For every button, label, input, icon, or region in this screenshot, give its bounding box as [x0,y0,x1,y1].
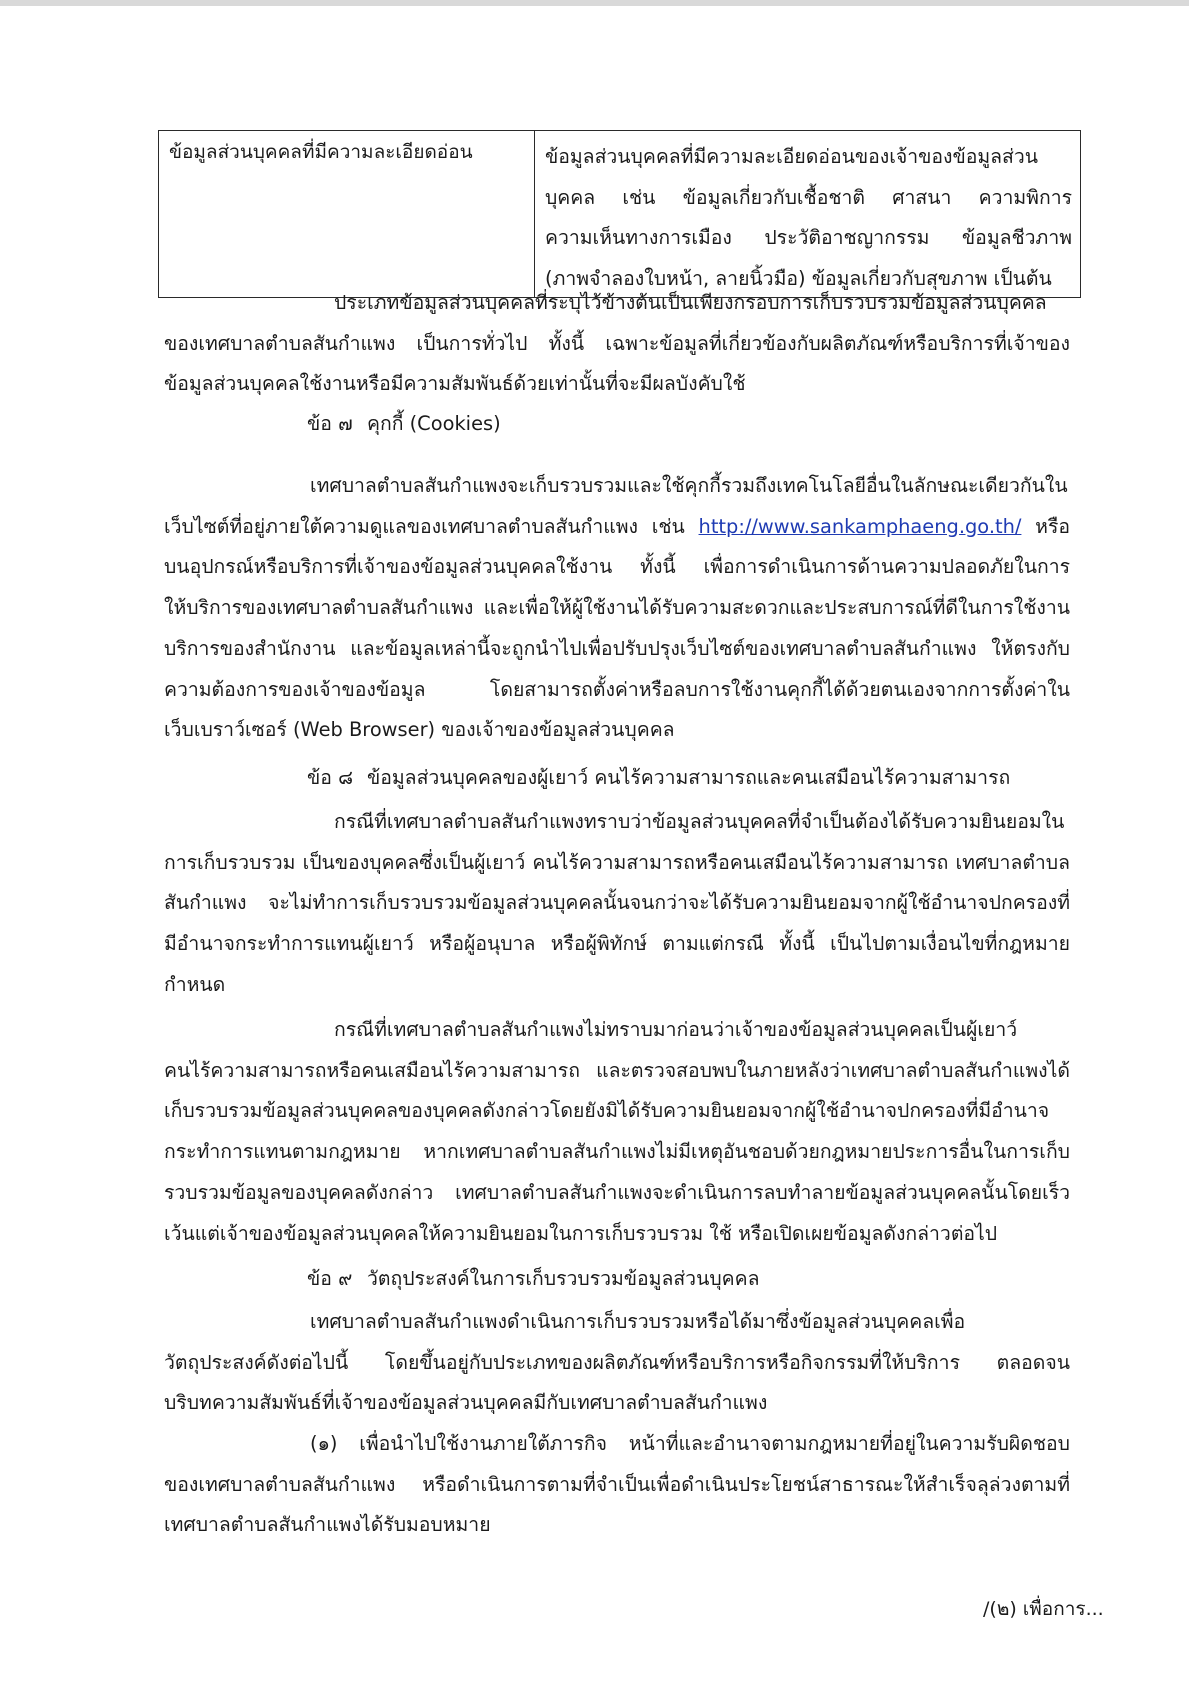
text-line: ความต้องการของเจ้าของข้อมูล โดยสามารถตั้งค่าหรือลบการใช้งานคุกกี้ได้ด้วยตนเองจากการตั้งค่าใน [164,677,1070,701]
text-line: เว็บเบราว์เซอร์ (Web Browser) ของเจ้าของข้อมูลส่วนบุคคล [164,718,675,742]
table-term: ข้อมูลส่วนบุคคลที่มีความละเอียดอ่อน [169,141,473,163]
text-line: เว้นแต่เจ้าของข้อมูลส่วนบุคคลให้ความยินยอมในการเก็บรวบรวม ใช้ หรือเปิดเผยข้อมูลดังกล่าวต่อไป [164,1221,998,1245]
text-line-with-link [164,507,1070,548]
text-line: บนอุปกรณ์หรือบริการที่เจ้าของข้อมูลส่วนบุคคลใช้งาน ทั้งนี้ เพื่อการดำเนินการด้านความปลอดภัยในการ [164,555,1070,579]
section-number: ข้อ ๙ [307,1267,353,1290]
section-title: คุกกี้ (Cookies) [367,412,501,435]
section-number: ข้อ ๗ [307,412,353,435]
text-line: เทศบาลตำบลสันกำแพงจะเก็บรวบรวมและใช้คุกกี้รวมถึงเทคโนโลยีอื่นในลักษณะเดียวกันใน [310,474,1068,497]
text-line: กรณีที่เทศบาลตำบลสันกำแพงทราบว่าข้อมูลส่วนบุคคลที่จำเป็นต้องได้รับความยินยอมใน [334,810,1065,833]
section-heading-7 [307,404,501,444]
text-line: ให้บริการของเทศบาลตำบลสันกำแพง และเพื่อให้ผู้ใช้งานได้รับความสะดวกและประสบการณ์ที่ดีในการใช้งาน [164,596,1070,620]
text-line: (๑) เพื่อนำไปใช้งานภายใต้ภารกิจ หน้าที่และอำนาจตามกฎหมายที่อยู่ในความรับผิดชอบ [310,1432,1070,1455]
text-line: เทศบาลตำบลสันกำแพงดำเนินการเก็บรวบรวมหรือได้มาซึ่งข้อมูลส่วนบุคคลเพื่อ [310,1310,966,1333]
text-line: วัตถุประสงค์ดังต่อไปนี้ โดยขึ้นอยู่กับประเภทของผลิตภัณฑ์หรือบริการหรือกิจกรรมที่ให้บริการ ตลอดจน [164,1350,1070,1374]
text-line: ของเทศบาลตำบลสันกำแพง หรือดำเนินการตามที่จำเป็นเพื่อดำเนินประโยชน์สาธารณะให้สำเร็จลุล่วงตามที่ [164,1472,1070,1496]
text-fragment: หรือ [1035,514,1070,538]
section-title: ข้อมูลส่วนบุคคลของผู้เยาว์ คนไร้ความสามารถและคนเสมือนไร้ความสามารถ [367,766,1011,789]
text-line: รวบรวมข้อมูลของบุคคลดังกล่าว เทศบาลตำบลสันกำแพงจะดำเนินการลบทำลายข้อมูลส่วนบุคคลนั้นโดยเร็ว [164,1180,1070,1204]
text-line: มีอำนาจกระทำการแทนผู้เยาว์ หรือผู้อนุบาล หรือผู้พิทักษ์ ตามแต่กรณี ทั้งนี้ เป็นไปตามเงื่อนไขที่กฎหมาย [164,932,1070,956]
text-line: คนไร้ความสามารถหรือคนเสมือนไร้ความสามารถ และตรวจสอบพบในภายหลังว่าเทศบาลตำบลสันกำแพงได้ [164,1058,1070,1082]
text-line: กรณีที่เทศบาลตำบลสันกำแพงไม่ทราบมาก่อนว่าเจ้าของข้อมูลส่วนบุคคลเป็นผู้เยาว์ [334,1018,1018,1041]
paragraph-data-types-summary [164,283,1070,405]
text-fragment: เว็บไซต์ที่อยู่ภายใต้ความดูแลของเทศบาลตำบลสันกำแพง เช่น [164,514,685,538]
page-continuation-note: /(๒) เพื่อการ... [983,1598,1104,1620]
paragraph-cookies [164,466,1070,751]
table-desc-cell [535,131,1080,297]
paragraph-minors-unknown [164,1010,1070,1254]
text-line: ของเทศบาลตำบลสันกำแพง เป็นการทั่วไป ทั้งนี้ เฉพาะข้อมูลที่เกี่ยวข้องกับผลิตภัณฑ์หรือบริการที่เจ้าของ [164,331,1070,355]
table-term-cell [159,131,535,297]
table-desc-line: ความเห็นทางการเมือง ประวัติอาชญากรรม ข้อมูลชีวภาพ [545,226,1072,249]
text-line: เก็บรวบรวมข้อมูลส่วนบุคคลของบุคคลดังกล่าวโดยยังมิได้รับความยินยอมจากผู้ใช้อำนาจปกครองที่มีอำนาจ [164,1099,1050,1123]
section-title: วัตถุประสงค์ในการเก็บรวบรวมข้อมูลส่วนบุคคล [367,1267,760,1290]
text-line: การเก็บรวบรวม เป็นของบุคคลซึ่งเป็นผู้เยาว์ คนไร้ความสามารถหรือคนเสมือนไร้ความสามารถ เทศบาลตำบล [164,850,1070,874]
paragraph-purposes-intro [164,1302,1070,1424]
section-number: ข้อ ๘ [307,766,354,789]
text-line: สันกำแพง จะไม่ทำการเก็บรวบรวมข้อมูลส่วนบุคคลนั้นจนกว่าจะได้รับความยินยอมจากผู้ใช้อำนาจปกครองที่ [164,891,1070,915]
text-line: ประเภทข้อมูลส่วนบุคคลที่ระบุไว้ข้างต้นเป็นเพียงกรอบการเก็บรวบรวมข้อมูลส่วนบุคคล [334,291,1047,314]
text-line: กระทำการแทนตามกฎหมาย หากเทศบาลตำบลสันกำแพงไม่มีเหตุอันชอบด้วยกฎหมายประการอื่นในการเก็บ [164,1140,1070,1164]
section-heading-9 [307,1259,759,1299]
table-desc-line: ข้อมูลส่วนบุคคลที่มีความละเอียดอ่อนของเจ้าของข้อมูลส่วน [545,145,1039,168]
text-line: บริบทความสัมพันธ์ที่เจ้าของข้อมูลส่วนบุคคลมีกับเทศบาลตำบลสันกำแพง [164,1391,768,1415]
table-desc-line: (ภาพจำลองใบหน้า, ลายนิ้วมือ) ข้อมูลเกี่ยวกับสุขภาพ เป็นต้น [545,266,1052,290]
text-line: บริการของสำนักงาน และข้อมูลเหล่านี้จะถูกนำไปเพื่อปรับปรุงเว็บไซต์ของเทศบาลตำบลสันกำแพง ให้ตรงกับ [164,636,1070,660]
paragraph-minors-known [164,802,1070,1006]
text-line: ข้อมูลส่วนบุคคลใช้งานหรือมีความสัมพันธ์ด้วยเท่านั้นที่จะมีผลบังคับใช้ [164,372,746,396]
text-line: กำหนด [164,972,226,996]
text-line: เทศบาลตำบลสันกำแพงได้รับมอบหมาย [164,1513,491,1537]
scan-edge [0,0,1189,6]
website-link[interactable]: http://www.sankamphaeng.go.th/ [698,514,1022,538]
table-desc-line: บุคคล เช่น ข้อมูลเกี่ยวกับเชื้อชาติ ศาสนา ความพิการ [545,185,1072,209]
paragraph-purpose-1 [164,1424,1070,1546]
section-heading-8 [307,758,1010,798]
sensitive-data-table [158,130,1081,298]
